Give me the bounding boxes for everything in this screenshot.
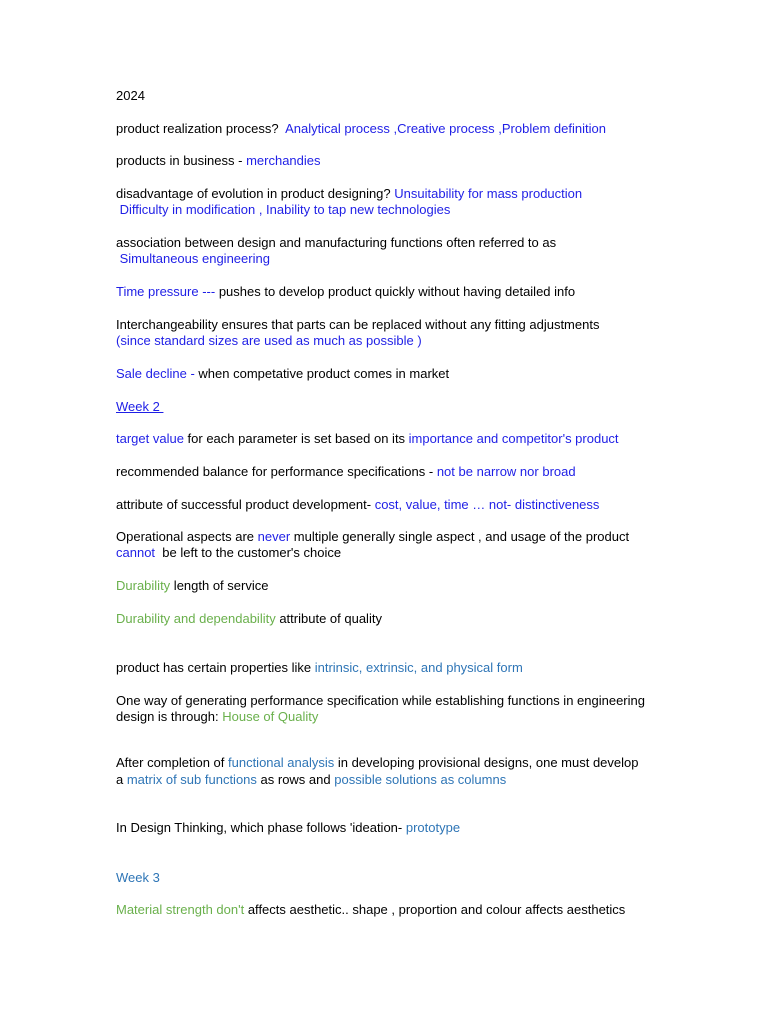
note-functional-analysis: After completion of functional analysis in developing provisional designs, one must develop: [116, 755, 639, 770]
keyword-cannot: cannot: [116, 545, 156, 560]
question-text: disadvantage of evolution in product designing?: [116, 186, 395, 201]
question-text: recommended balance for performance specifications -: [116, 464, 437, 479]
answer-text: prototype: [405, 820, 461, 835]
term-text: Material strength don't: [116, 902, 245, 917]
question-text: Interchangeability ensures that parts can be replaced without any fitting adjustments: [116, 317, 600, 332]
year-heading: 2024: [116, 88, 145, 103]
note-design-manufacturing-answer: [116, 251, 270, 267]
answer-text: Difficulty in modification , Inability to tap new technologies: [116, 202, 451, 217]
answer-text: House of Quality: [222, 709, 319, 724]
question-text: attribute of successful product development-: [116, 497, 375, 512]
note-functional-analysis-cont: a matrix of sub functions as rows and possible solutions as columns: [116, 772, 507, 787]
answer-text: Analytical process ,Creative process ,Problem definition: [285, 121, 606, 136]
note-operational-aspects: Operational aspects are never multiple generally single aspect , and usage of the product: [116, 529, 630, 544]
answer-text: Unsuitability for mass production: [394, 186, 583, 201]
definition-text: pushes to develop product quickly without having detailed info: [215, 284, 576, 299]
question-text: association between design and manufacturing functions often referred to as: [116, 235, 557, 250]
note-design-manufacturing: [116, 235, 556, 251]
term-text: Durability: [116, 578, 171, 593]
note-performance-specification-cont: design is through: House of Quality: [116, 709, 319, 724]
definition-text: attribute of quality: [275, 611, 382, 626]
note-interchangeability-answer: [116, 333, 422, 349]
note-operational-aspects-cont: cannot be left to the customer's choice: [116, 545, 342, 560]
note-interchangeability: [116, 317, 599, 333]
answer-text: importance and competitor's product: [408, 431, 619, 446]
answer-text: (since standard sizes are used as much as possible ): [116, 333, 422, 348]
term-text: possible solutions as columns: [334, 772, 507, 787]
question-text: In Design Thinking, which phase follows 'ideation-: [116, 820, 406, 835]
note-design-thinking: [116, 820, 460, 836]
answer-text: cost, value, time … not- distinctiveness: [374, 497, 600, 512]
answer-text: merchandies: [246, 153, 321, 168]
question-text: products in business -: [116, 153, 247, 168]
note-sale-decline: [116, 366, 449, 382]
note-successful-development: [116, 497, 599, 513]
definition-text: affects aesthetic.. shape , proportion and colour affects aesthetics: [244, 902, 626, 917]
note-performance-balance: [116, 464, 576, 480]
term-text: matrix of sub functions: [126, 772, 257, 787]
week-3-heading: Week 3: [116, 870, 160, 885]
term-text: Time pressure ---: [116, 284, 216, 299]
note-evolution-disadvantage-cont: [116, 202, 450, 218]
term-text: Durability and dependability: [116, 611, 276, 626]
term-text: Sale decline -: [116, 366, 195, 381]
note-evolution-disadvantage: [116, 186, 582, 202]
question-text: product realization process?: [116, 121, 286, 136]
term-text: target value: [116, 431, 184, 446]
answer-text: intrinsic, extrinsic, and physical form: [314, 660, 523, 675]
note-products-in-business: [116, 153, 321, 169]
question-text: product has certain properties like: [116, 660, 315, 675]
definition-text: length of service: [170, 578, 269, 593]
keyword-never: never: [257, 529, 291, 544]
note-product-realization: [116, 121, 606, 137]
definition-text: when competative product comes in market: [194, 366, 450, 381]
note-time-pressure: [116, 284, 575, 300]
term-text: functional analysis: [228, 755, 335, 770]
note-material-strength: [116, 902, 625, 918]
question-text: for each parameter is set based on its: [183, 431, 409, 446]
note-target-value: [116, 431, 619, 447]
answer-text: Simultaneous engineering: [116, 251, 270, 266]
note-performance-specification: One way of generating performance specification while establishing functions in engineering: [116, 693, 645, 708]
note-durability-dependability: [116, 611, 382, 627]
note-product-properties: [116, 660, 523, 676]
answer-text: not be narrow nor broad: [436, 464, 576, 479]
note-durability: [116, 578, 268, 594]
week-2-heading: Week 2: [116, 399, 164, 414]
